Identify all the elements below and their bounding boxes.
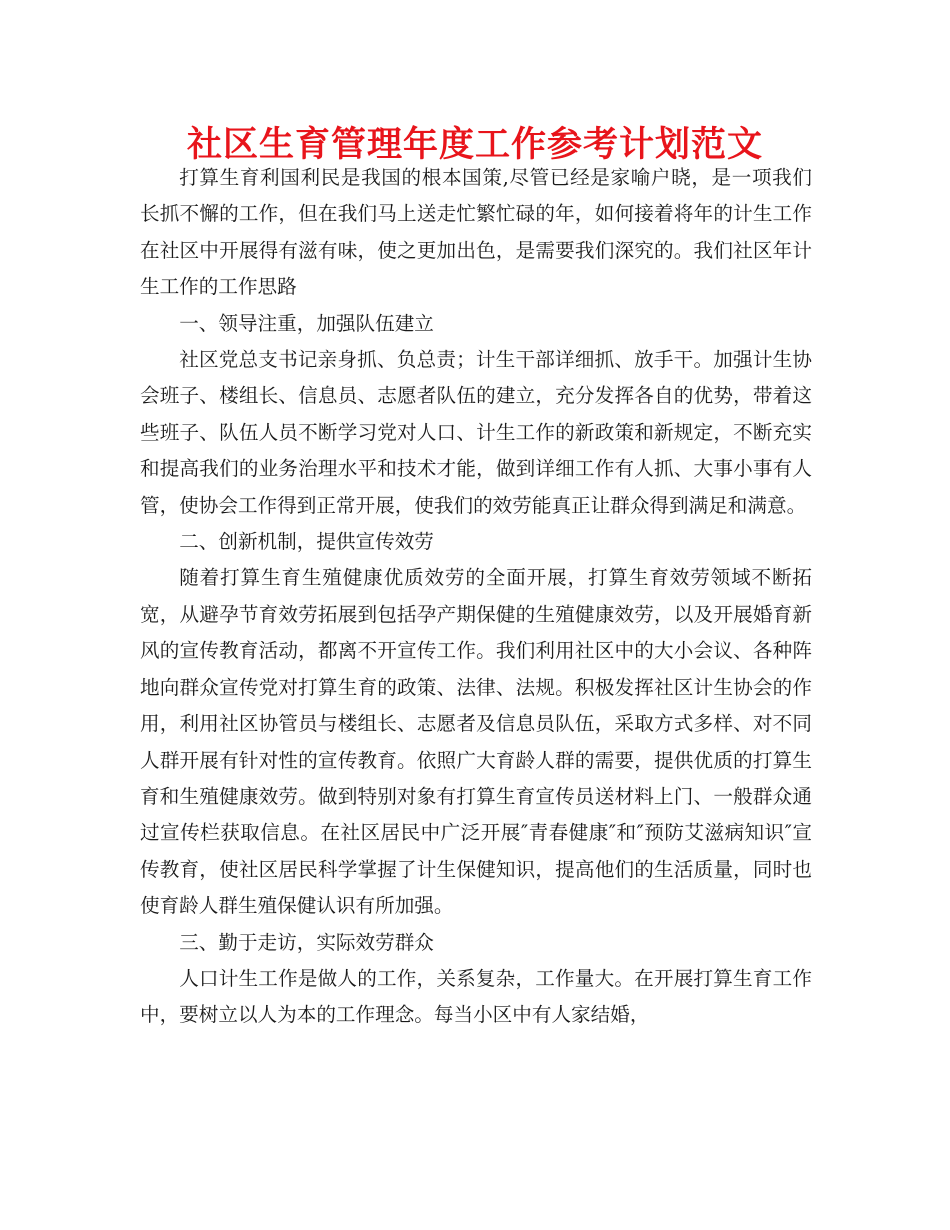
section-heading-2: 二、创新机制，提供宣传效劳 [179,530,434,554]
document-body [140,160,812,1034]
section-heading-1: 一、领导注重，加强队伍建立 [179,311,434,335]
section-heading-3: 三、勤于走访，实际效劳群众 [179,930,434,954]
section-paragraph-3: 人口计生工作是做人的工作，关系复杂，工作量大。在开展打算生育工作中，要树立以人为本的工作理念。每当小区中有人家结婚， [140,966,812,1027]
section-paragraph-2: 随着打算生育生殖健康优质效劳的全面开展，打算生育效劳领域不断拓宽，从避孕节育效劳拓展到包括孕产期保健的生殖健康效劳，以及开展婚育新风的宣传教育活动，都离不开宣传工作。我们利用社区中的大小会议、各种阵地向群众宣传党对打算生育的政策、法律、法规。积极发挥社区计生协会的作用，利用社区协管员与楼组长、志愿者及信息员队伍，采取方式多样、对不同人群开展有针对性的宣传教育。依照广大育龄人群的需要，提供优质的打算生育和生殖健康效劳。做到特别对象有打算生育宣传员送材料上门、一般群众通过宣传栏获取信息。在社区居民中广泛开展″青春健康″和″预防艾滋病知识″宣传教育，使社区居民科学掌握了计生保健知识，提高他们的生活质量，同时也使育龄人群生殖保健认识有所加强。 [140,566,812,918]
intro-paragraph: 打算生育利国利民是我国的根本国策,尽管已经是家喻户晓，是一项我们长抓不懈的工作，但在我们马上送走忙繁忙碌的年，如何接着将年的计生工作在社区中开展得有滋有味，使之更加出色，是需要我们深究的。我们社区年计生工作的工作思路 [140,166,812,299]
section-paragraph-1: 社区党总支书记亲身抓、负总责；计生干部详细抓、放手干。加强计生协会班子、楼组长、信息员、志愿者队伍的建立，充分发挥各自的优势，带着这些班子、队伍人员不断学习党对人口、计生工作的新政策和新规定，不断充实和提高我们的业务治理水平和技术才能，做到详细工作有人抓、大事小事有人管，使协会工作得到正常开展，使我们的效劳能真正让群众得到满足和满意。 [140,348,812,517]
document-title: 社区生育管理年度工作参考计划范文 [186,125,763,165]
